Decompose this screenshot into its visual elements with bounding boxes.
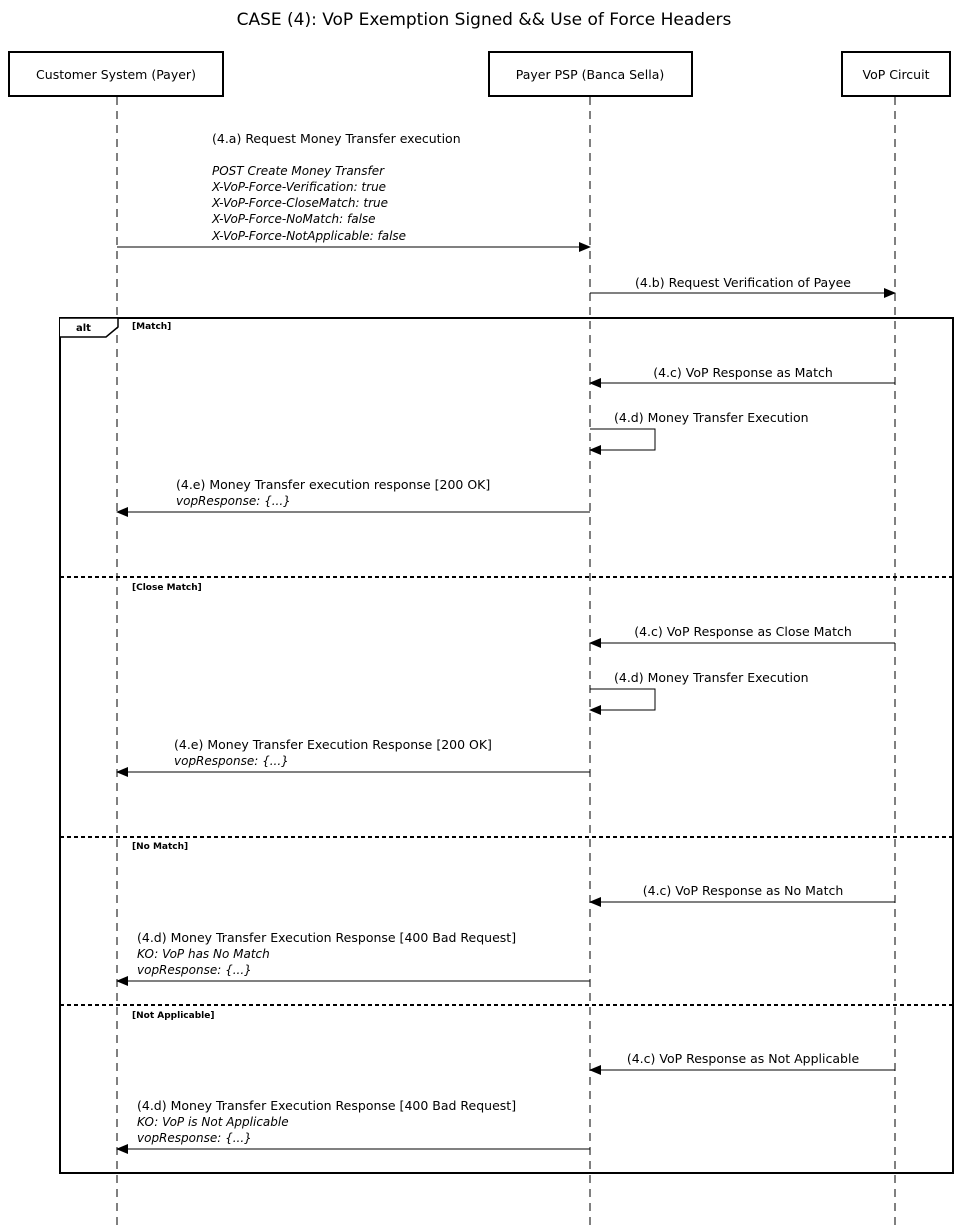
- message-label: (4.c) VoP Response as Close Match: [634, 624, 852, 639]
- message-note: vopResponse: {...}: [174, 754, 289, 768]
- message-note: X-VoP-Force-NotApplicable: false: [212, 229, 407, 243]
- participant-payer-psp[interactable]: [489, 52, 692, 96]
- guard-label: [Close Match]: [132, 583, 202, 593]
- message-label: (4.c) VoP Response as No Match: [642, 883, 844, 898]
- diagram-title: CASE (4): VoP Exemption Signed && Use of Force Headers: [236, 10, 732, 30]
- message-note: KO: VoP is Not Applicable: [137, 1115, 289, 1129]
- message-label: (4.d) Money Transfer Execution Response [400 Bad Request]: [137, 930, 517, 945]
- message-note: vopResponse: {...}: [137, 1131, 252, 1145]
- participant-label: Payer PSP (Banca Sella): [515, 67, 665, 82]
- message-note: vopResponse: {...}: [176, 494, 291, 508]
- message-label: (4.e) Money Transfer execution response [200 OK]: [176, 477, 491, 492]
- guard-label: [Not Applicable]: [132, 1011, 215, 1021]
- message-note: POST Create Money Transfer: [212, 164, 385, 178]
- alt-section-no-match: [117, 842, 895, 981]
- guard-label: [Match]: [132, 322, 172, 332]
- participant-vop-circuit[interactable]: [842, 52, 950, 96]
- message-label: (4.b) Request Verification of Payee: [635, 275, 851, 290]
- message-note: vopResponse: {...}: [137, 963, 252, 977]
- self-message-arrow: [590, 429, 655, 450]
- alt-fragment: [60, 318, 953, 1173]
- guard-label: [No Match]: [132, 842, 189, 852]
- self-message-arrow: [590, 689, 655, 710]
- message-4a: [117, 131, 590, 247]
- alt-keyword: alt: [76, 323, 91, 334]
- participant-label: Customer System (Payer): [36, 67, 196, 82]
- alt-section-not-applicable: [117, 1011, 895, 1149]
- message-note: X-VoP-Force-Verification: true: [212, 180, 387, 194]
- participant-customer-system[interactable]: [9, 52, 223, 96]
- participant-label: VoP Circuit: [862, 67, 930, 82]
- alt-section-close-match: [117, 583, 895, 772]
- message-label: (4.c) VoP Response as Not Applicable: [626, 1051, 860, 1066]
- message-label: (4.d) Money Transfer Execution Response [400 Bad Request]: [137, 1098, 517, 1113]
- message-label: (4.e) Money Transfer Execution Response [200 OK]: [174, 737, 492, 752]
- message-label: (4.c) VoP Response as Match: [653, 365, 833, 380]
- message-note: X-VoP-Force-CloseMatch: true: [212, 196, 388, 210]
- message-note: KO: VoP has No Match: [137, 947, 270, 961]
- message-4b: [590, 275, 895, 293]
- message-label: (4.d) Money Transfer Execution: [614, 410, 809, 425]
- alt-section-match: [117, 322, 895, 512]
- message-label: (4.d) Money Transfer Execution: [614, 670, 809, 685]
- message-label: (4.a) Request Money Transfer execution: [212, 131, 461, 146]
- message-note: X-VoP-Force-NoMatch: false: [212, 212, 376, 226]
